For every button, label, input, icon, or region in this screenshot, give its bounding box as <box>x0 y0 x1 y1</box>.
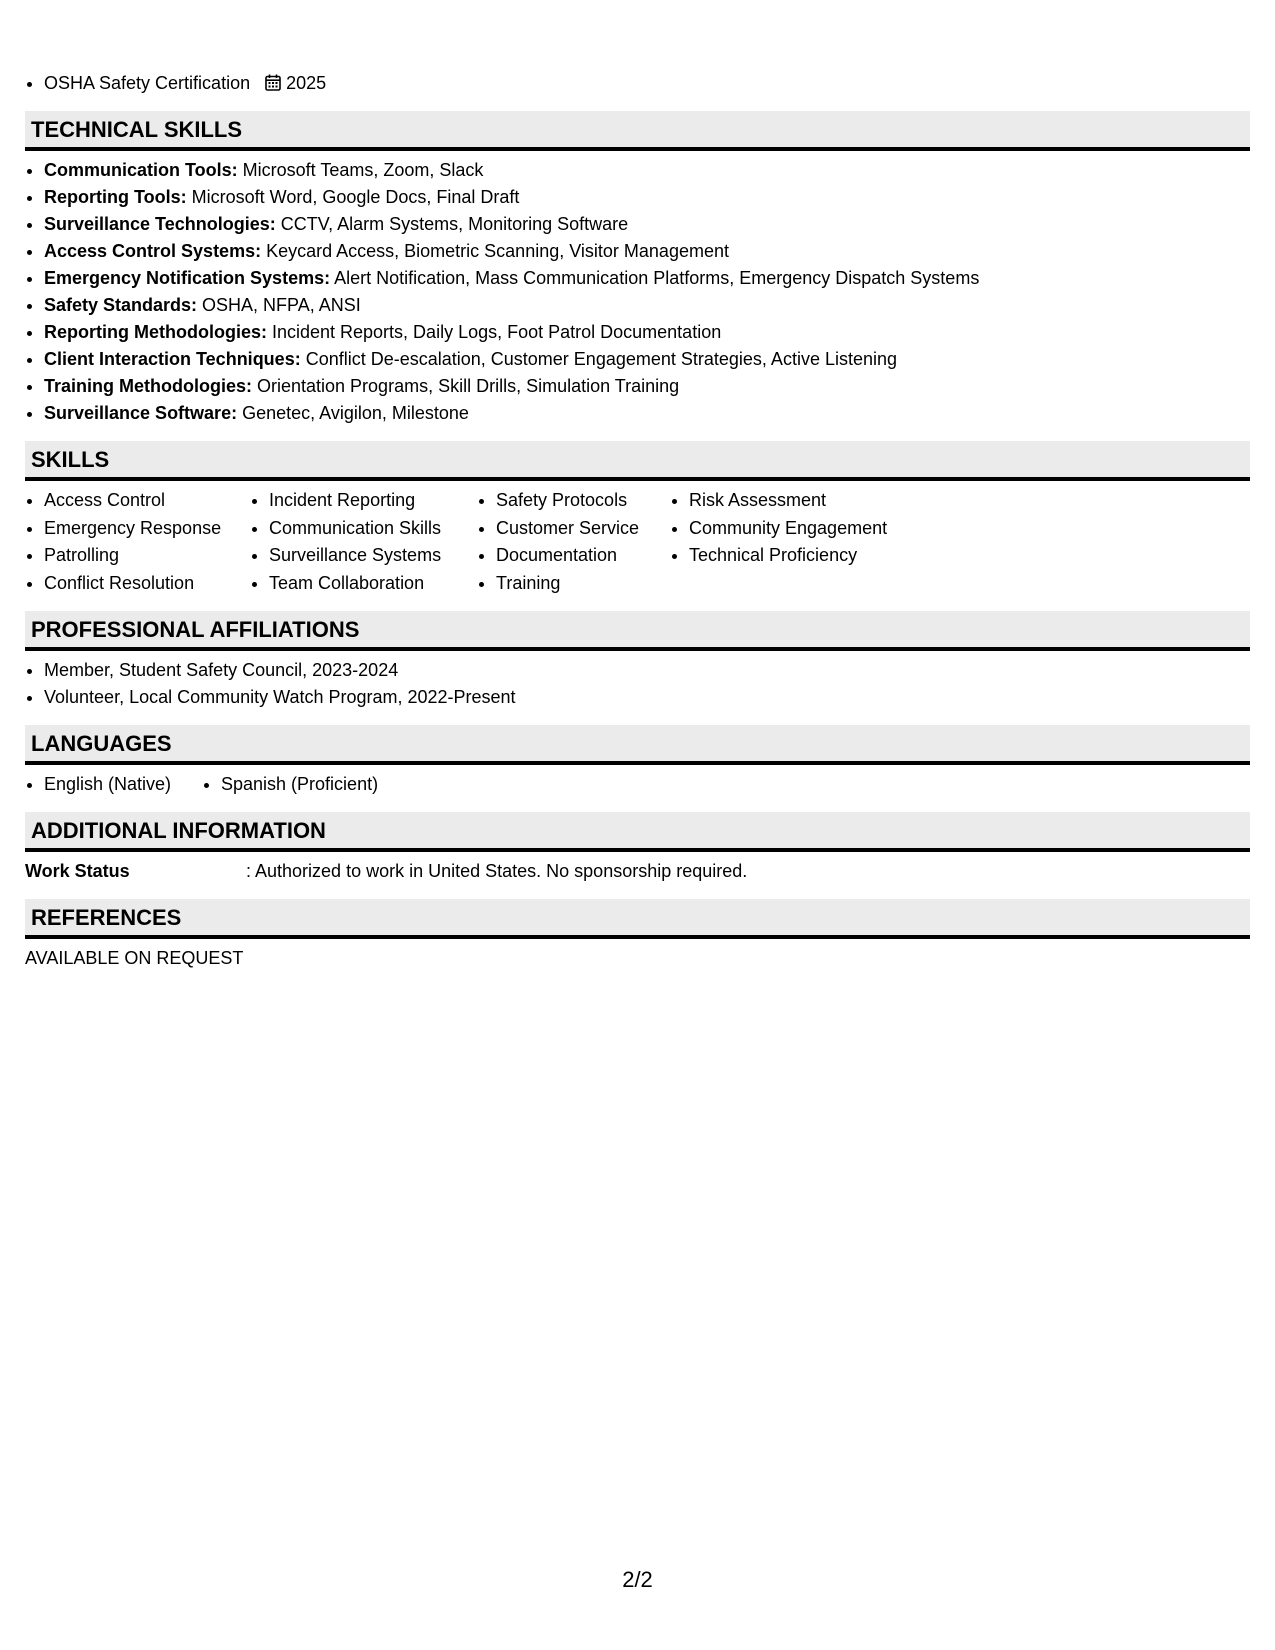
skills-column <box>25 487 250 597</box>
skill-item: Emergency Response <box>25 515 250 543</box>
technical-skill-label: Safety Standards: <box>44 295 198 315</box>
technical-skill-label: Reporting Methodologies: <box>44 322 267 342</box>
skill-item: Incident Reporting <box>250 487 477 515</box>
technical-skill-label: Surveillance Software: <box>44 403 238 423</box>
skill-item: Risk Assessment <box>670 487 930 515</box>
language-item: English (Native) <box>25 771 202 798</box>
work-status-value: : Authorized to work in United States. No sponsorship required. <box>246 861 748 881</box>
page-number: 2/2 <box>622 1567 653 1592</box>
affiliation-item: Member, Student Safety Council, 2023-2024 <box>25 657 1250 684</box>
technical-skill-value: Microsoft Word, Google Docs, Final Draft <box>186 187 520 207</box>
skill-item: Training <box>477 570 670 598</box>
technical-skill-item <box>25 400 1250 427</box>
language-column <box>202 771 378 798</box>
technical-skill-value: Conflict De-escalation, Customer Engagement Strategies, Active Listening <box>300 349 898 369</box>
skill-item: Technical Proficiency <box>670 542 930 570</box>
technical-skill-value: CCTV, Alarm Systems, Monitoring Software <box>275 214 629 234</box>
skills-column <box>250 487 477 597</box>
technical-skill-label: Access Control Systems: <box>44 241 262 261</box>
technical-skill-label: Reporting Tools: <box>44 187 187 207</box>
skill-item: Conflict Resolution <box>25 570 250 598</box>
references-text: AVAILABLE ON REQUEST <box>25 948 244 968</box>
calendar-icon <box>265 72 281 99</box>
technical-skill-value: Keycard Access, Biometric Scanning, Visitor Management <box>261 241 729 261</box>
skill-item: Community Engagement <box>670 515 930 543</box>
skill-item: Documentation <box>477 542 670 570</box>
technical-skills-list <box>25 157 1250 427</box>
technical-skill-value: Orientation Programs, Skill Drills, Simulation Training <box>252 376 680 396</box>
technical-skill-label: Training Methodologies: <box>44 376 252 396</box>
language-item: Spanish (Proficient) <box>202 771 378 798</box>
technical-skills-heading: TECHNICAL SKILLS <box>25 111 1250 151</box>
technical-skill-label: Client Interaction Techniques: <box>44 349 301 369</box>
additional-info-heading: ADDITIONAL INFORMATION <box>25 812 1250 852</box>
technical-skill-item <box>25 265 1250 292</box>
technical-skill-value: OSHA, NFPA, ANSI <box>197 295 361 315</box>
affiliations-list <box>25 657 1250 711</box>
languages-heading: LANGUAGES <box>25 725 1250 765</box>
skill-item: Surveillance Systems <box>250 542 477 570</box>
resume-page <box>25 70 1250 972</box>
certification-name: OSHA Safety Certification <box>44 73 251 93</box>
technical-skill-value: Microsoft Teams, Zoom, Slack <box>237 160 484 180</box>
technical-skill-item <box>25 184 1250 211</box>
technical-skill-item <box>25 211 1250 238</box>
technical-skill-value: Genetec, Avigilon, Milestone <box>237 403 469 423</box>
skill-item: Communication Skills <box>250 515 477 543</box>
certification-year: 2025 <box>286 73 327 93</box>
languages-list <box>25 771 1250 798</box>
technical-skill-item <box>25 319 1250 346</box>
affiliation-item: Volunteer, Local Community Watch Program, 2022-Present <box>25 684 1250 711</box>
technical-skill-value: Incident Reports, Daily Logs, Foot Patrol Documentation <box>266 322 722 342</box>
technical-skill-label: Emergency Notification Systems: <box>44 268 331 288</box>
affiliations-heading: PROFESSIONAL AFFILIATIONS <box>25 611 1250 651</box>
skill-item: Team Collaboration <box>250 570 477 598</box>
certification-item <box>25 70 1250 99</box>
technical-skill-item <box>25 373 1250 400</box>
technical-skill-value: Alert Notification, Mass Communication Platforms, Emergency Dispatch Systems <box>330 268 980 288</box>
work-status-label: Work Status <box>25 861 130 881</box>
skills-column <box>477 487 670 597</box>
skill-item: Safety Protocols <box>477 487 670 515</box>
skill-item: Customer Service <box>477 515 670 543</box>
skills-columns <box>25 487 1250 597</box>
skill-item: Patrolling <box>25 542 250 570</box>
work-status-row <box>25 858 1250 885</box>
skills-column <box>670 487 930 597</box>
technical-skill-item <box>25 292 1250 319</box>
technical-skill-label: Communication Tools: <box>44 160 238 180</box>
certification-list <box>25 70 1250 97</box>
references-heading: REFERENCES <box>25 899 1250 939</box>
language-column <box>25 771 202 798</box>
technical-skill-label: Surveillance Technologies: <box>44 214 276 234</box>
technical-skill-item <box>25 346 1250 373</box>
skill-item: Access Control <box>25 487 250 515</box>
technical-skill-item <box>25 157 1250 184</box>
skills-heading: SKILLS <box>25 441 1250 481</box>
technical-skill-item <box>25 238 1250 265</box>
